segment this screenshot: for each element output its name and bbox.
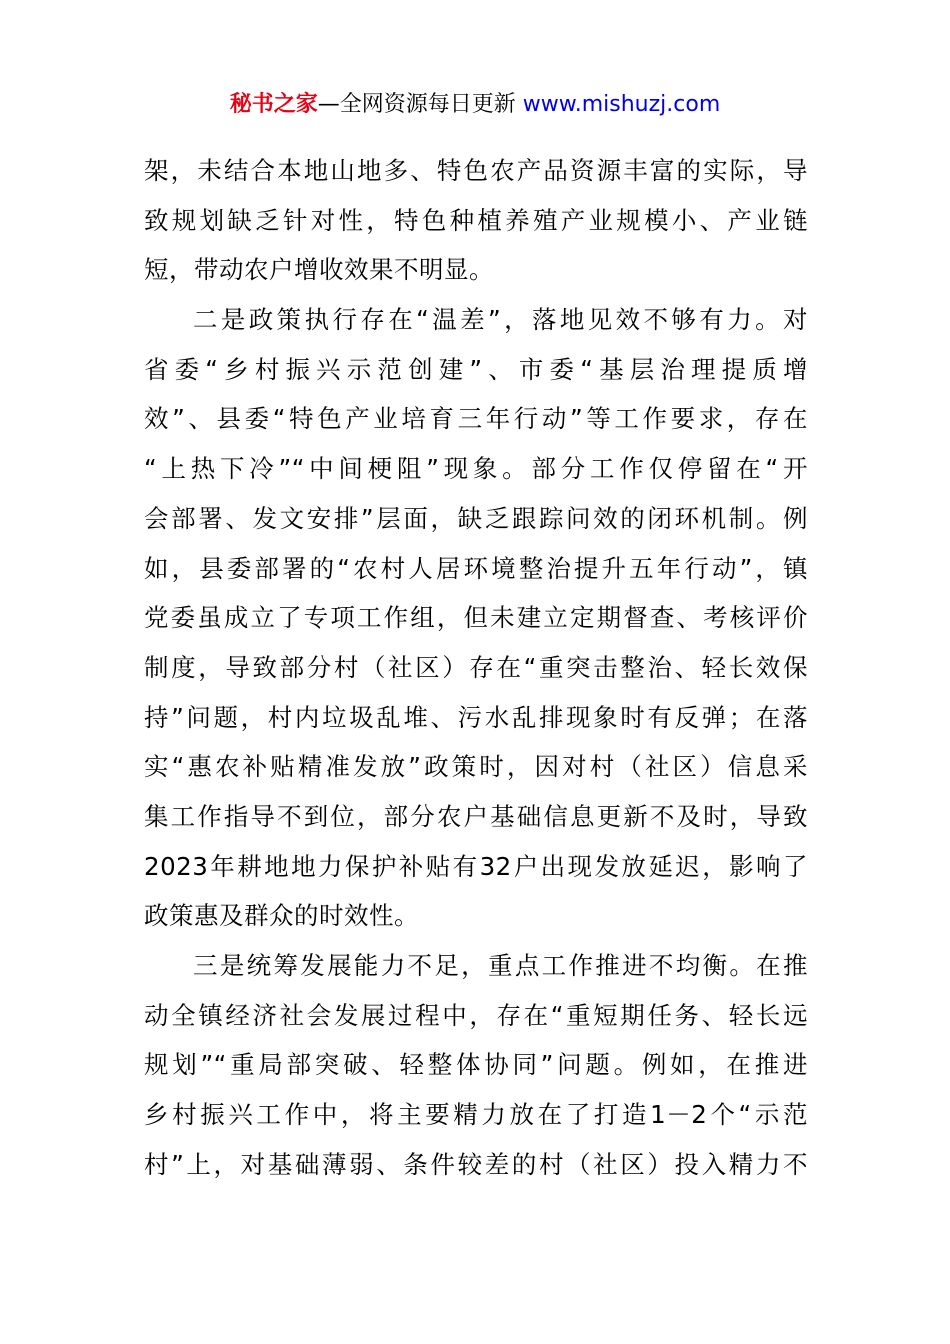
text-line: 动全镇经济社会发展过程中，存在“重短期任务、轻长远 — [144, 1000, 808, 1030]
text-line: 村”上，对基础薄弱、条件较差的村（社区）投入精力不 — [144, 1149, 808, 1179]
text-line: 短，带动农户增收效果不明显。 — [144, 255, 494, 285]
text-line: 乡村振兴工作中，将主要精力放在了打造1－2个“示范 — [144, 1100, 808, 1130]
text-line: 省委“乡村振兴示范创建”、市委“基层治理提质增 — [144, 354, 808, 384]
text-line: 党委虽成立了专项工作组，但未建立定期督查、考核评价 — [144, 603, 808, 633]
text-line: 架，未结合本地山地多、特色农产品资源丰富的实际，导 — [144, 156, 808, 185]
page-header — [0, 88, 950, 122]
text-line: 如，县委部署的“农村人居环境整治提升五年行动”，镇 — [144, 553, 808, 583]
text-line: 集工作指导不到位，部分农户基础信息更新不及时，导致 — [144, 801, 808, 831]
text-line: 政策惠及群众的时效性。 — [144, 901, 419, 931]
text-line: “上热下冷”“中间梗阻”现象。部分工作仅停留在“开 — [144, 454, 808, 484]
text-line: 规划”“重局部突破、轻整体协同”问题。例如，在推进 — [144, 1050, 808, 1080]
text-line: 会部署、发文安排”层面，缺乏跟踪问效的闭环机制。例 — [144, 503, 808, 533]
text-line: 致规划缺乏针对性，特色种植养殖产业规模小、产业链 — [144, 205, 808, 235]
text-line: 2023年耕地地力保护补贴有32户出现发放延迟，影响了 — [144, 851, 808, 881]
header-tagline: —全网资源每日更新 — [317, 92, 523, 117]
text-line: 持”问题，村内垃圾乱堆、污水乱排现象时有反弹；在落 — [144, 702, 808, 732]
text-line: 三是统筹发展能力不足，重点工作推进不均衡。在推 — [193, 951, 808, 980]
text-line: 实“惠农补贴精准发放”政策时，因对村（社区）信息采 — [144, 752, 808, 782]
text-line: 制度，导致部分村（社区）存在“重突击整治、轻长效保 — [144, 652, 808, 682]
brand-name: 秘书之家 — [229, 92, 318, 117]
site-url-link[interactable]: www.mishuzj.com — [522, 92, 721, 117]
document-body — [144, 146, 808, 1189]
text-line: 二是政策执行存在“温差”，落地见效不够有力。对 — [193, 305, 808, 335]
text-line: 效”、县委“特色产业培育三年行动”等工作要求，存在 — [144, 404, 808, 434]
